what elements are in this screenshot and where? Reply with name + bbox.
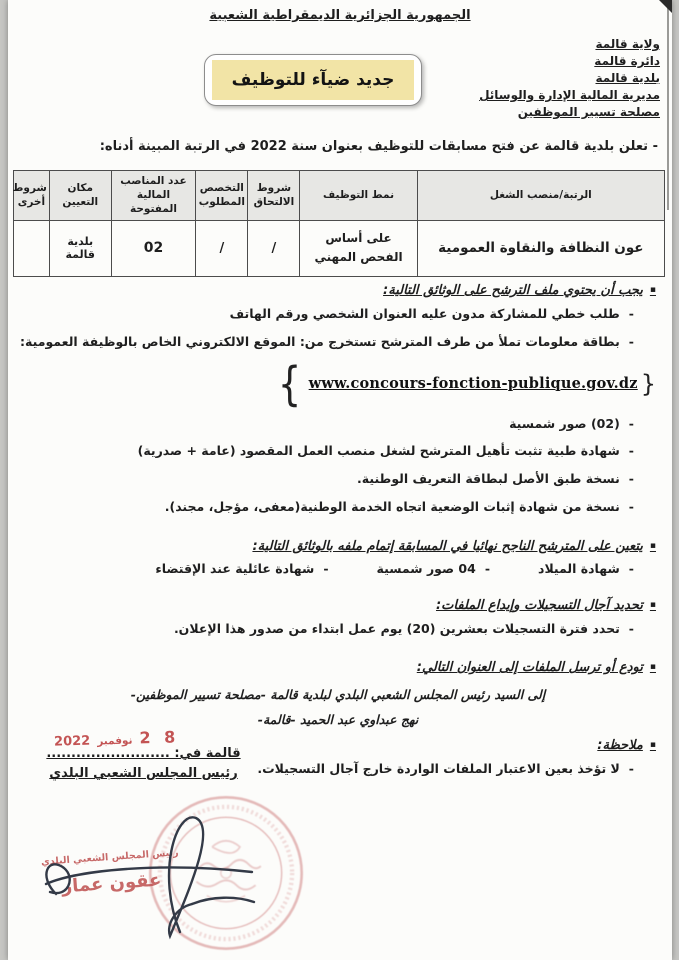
file-docs-item-3: - (02) صور شمسية <box>20 415 656 434</box>
cell-open-positions: 02 <box>111 220 196 276</box>
address-line-2: نهج عبداوي عبد الحميد -قالمة- <box>257 712 419 728</box>
date-stamp <box>54 727 180 749</box>
letterhead <box>479 36 660 121</box>
handwritten-signature <box>30 796 280 941</box>
website-url: www.concours-fonction-publique.gov.dz <box>308 375 638 392</box>
letterhead-commune: بلدية قالمة <box>595 71 660 86</box>
final-docs-item-3: - شهادة عائلية عند الإقتضاء <box>155 561 328 576</box>
final-docs-item-2: - 04 صور شمسية <box>377 561 491 576</box>
brace-right-decoration: } <box>640 369 656 398</box>
cell-rank: عون النظافة والنقاوة العمومية <box>417 220 664 276</box>
stamp-name: عقون عمار <box>61 869 163 898</box>
signatory-title: رئيس المجلس الشعبي البلدي <box>49 766 238 782</box>
section-deadlines-heading: ▪ تحديد آجال التسجيلات وإيداع الملفات: <box>20 598 656 613</box>
section-note-heading: ▪ ملاحظة: <box>20 738 656 753</box>
file-docs-item-1: - طلب خطي للمشاركة مدون عليه العنوان الشخصي ورقم الهاتف <box>20 305 656 324</box>
file-docs-item-5: - نسخة طبق الأصل لبطاقة التعريف الوطنية. <box>20 470 656 489</box>
header-mode: نمط التوظيف <box>300 171 417 221</box>
document-page <box>8 0 672 960</box>
header-rank: الرتبة/منصب الشغل <box>417 171 664 221</box>
letterhead-directorate: مديرية المالية الإدارة والوسائل <box>479 88 660 103</box>
address-line-1: إلى السيد رئيس المجلس الشعبي البلدي لبلدية قالمة -مصلحة تسيير الموظفين- <box>130 687 546 703</box>
file-docs-item-6: - نسخة من شهادة إثبات الوضعية اتجاه الخدمة الوطنية(معفى، مؤجل، مجند). <box>20 498 656 517</box>
header-specialty: التخصص المطلوب <box>196 171 248 221</box>
scan-corner-artifact <box>659 0 672 13</box>
date-stamp-month: نوفمبر <box>97 734 133 748</box>
file-docs-item-4: - شهادة طبية تثبت تأهيل المترشح لشغل منصب العمل المقصود (عامة + صدرية) <box>20 442 656 461</box>
letterhead-wilaya: ولاية قالمة <box>595 37 660 51</box>
letterhead-daira: دائرة قالمة <box>594 54 660 69</box>
signature-place-line: قالمة في: ......................... <box>46 746 241 761</box>
date-stamp-day: 2 8 <box>139 727 180 748</box>
watermark-badge <box>204 54 422 106</box>
cell-join-conditions: / <box>248 220 300 276</box>
cell-mode: على أساس الفحص المهني <box>300 220 417 276</box>
note-item-1: - لا تؤخذ بعين الاعتبار الملفات الواردة خارج آجال التسجيلات. <box>20 760 656 779</box>
recruitment-table <box>13 170 665 277</box>
website-label: الموقع الالكتروني الخاص بالوظيفة العمومية: <box>20 333 296 349</box>
website-url-block <box>263 356 656 411</box>
scan-edge-artifact <box>667 0 669 210</box>
announcement-intro: - تعلن بلدية قالمة عن فتح مسابقات للتوظيف بعنوان سنة 2022 في الرتبة المبينة أدناه: <box>99 139 658 154</box>
section-address-heading: ▪ تودع أو ترسل الملفات إلى العنوان التالي: <box>20 660 656 675</box>
cell-location: بلدية قالمة <box>49 220 111 276</box>
brace-left-decoration: { <box>278 356 302 411</box>
final-docs-item-1: - شهادة الميلاد <box>538 561 634 576</box>
signature-block <box>36 744 251 784</box>
file-docs-item-2-text: بطاقة معلومات تملأ من طرف المترشح تستخرج من: <box>299 333 620 349</box>
section-file-docs-heading: ▪ يجب أن يحتوي ملف الترشح على الوثائق التالية: <box>20 283 656 298</box>
header-location: مكان التعيين <box>49 171 111 221</box>
letterhead-service: مصلحة تسيير الموظفين <box>517 105 660 120</box>
header-other-conditions: شروط أخرى <box>14 171 50 221</box>
date-stamp-year: 2022 <box>53 733 91 750</box>
document-body <box>20 283 656 788</box>
header-open-positions: عدد المناصب المالية المفتوحة <box>111 171 196 221</box>
stamp-title: رئيس المجلس الشعبي البلدي <box>40 847 179 868</box>
file-docs-item-2 <box>20 333 656 352</box>
table-row <box>14 220 665 276</box>
republic-title: الجمهورية الجزائرية الديمقراطية الشعبية <box>209 8 471 23</box>
section-final-docs-heading: ▪ يتعين على المترشح الناجح نهائيا في المسابقة إتمام ملفه بالوثائق التالية: <box>20 539 656 554</box>
final-docs-items <box>20 561 656 576</box>
header-join-conditions: شروط الالتحاق <box>248 171 300 221</box>
cell-other-conditions <box>14 220 50 276</box>
table-header-row <box>14 171 665 221</box>
cell-specialty: / <box>196 220 248 276</box>
watermark-badge-text: جديد ضيآء للتوظيف <box>212 60 414 100</box>
deadlines-item-1: - تحدد فترة التسجيلات بعشرين (20) يوم عمل ابتداء من صدور هذا الإعلان. <box>20 620 656 639</box>
address-lines <box>20 682 656 732</box>
